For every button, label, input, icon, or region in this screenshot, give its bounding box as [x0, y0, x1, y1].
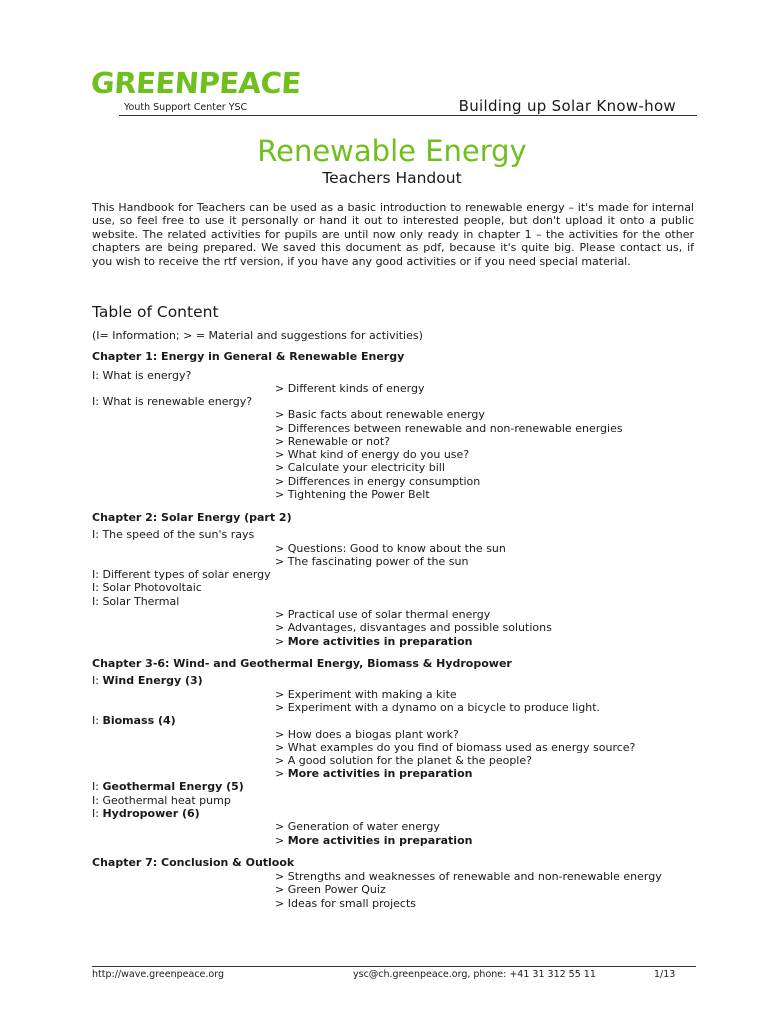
toc-activity-item: > Strengths and weaknesses of renewable and non-renewable energy [275, 870, 662, 883]
footer-url[interactable]: http://wave.greenpeace.org [92, 969, 224, 980]
toc-info-item: I: Biomass (4) [92, 714, 176, 727]
toc-activity-item: > The fascinating power of the sun [275, 555, 469, 568]
footer-rule [92, 966, 696, 967]
toc-legend: (I= Information; > = Material and suggestions for activities) [92, 329, 423, 342]
toc-activity-item: > More activities in preparation [275, 834, 473, 847]
toc-info-item: I: Different types of solar energy [92, 568, 271, 581]
greenpeace-logo: GREENPEACE [89, 66, 302, 100]
toc-info-item: I: What is energy? [92, 369, 192, 382]
toc-info-item: I: What is renewable energy? [92, 395, 253, 408]
header-rule [119, 115, 697, 116]
toc-activity-item: > Differences in energy consumption [275, 475, 481, 488]
toc-info-item: I: Solar Photovoltaic [92, 581, 202, 594]
toc-activity-item: > What kind of energy do you use? [275, 448, 470, 461]
page-number: 1/13 [654, 969, 676, 980]
toc-info-item: I: Wind Energy (3) [92, 674, 203, 687]
toc-info-item: I: Hydropower (6) [92, 807, 200, 820]
toc-activity-item: > More activities in preparation [275, 767, 473, 780]
org-name: Youth Support Center YSC [124, 102, 248, 113]
toc-activity-item: > Advantages, disvantages and possible solutions [275, 621, 552, 634]
toc-info-item: I: Solar Thermal [92, 595, 180, 608]
intro-paragraph: This Handbook for Teachers can be used as a basic introduction to renewable energy – it's made for internal use, so feel free to use it personally or hand it out to interested people, but don't upload it onto a public website. The related activities for pupils are until now only ready in chapter 1 – the activities for the other chapters are being prepared. We saved this document as pdf, because it's quite big. Please contact us, if you wish to receive the rtf version, if you have any good activities or if you need special material. [92, 201, 694, 268]
toc-activity-item: > Generation of water energy [275, 820, 440, 833]
toc-activity-item: > A good solution for the planet & the people? [275, 754, 532, 767]
toc-activity-item: > Experiment with making a kite [275, 688, 457, 701]
toc-activity-item: > Practical use of solar thermal energy [275, 608, 491, 621]
toc-activity-item: > More activities in preparation [275, 635, 473, 648]
toc-chapter-heading: Chapter 3-6: Wind- and Geothermal Energy, Biomass & Hydropower [92, 657, 512, 670]
toc-chapter-heading: Chapter 1: Energy in General & Renewable Energy [92, 350, 405, 363]
toc-chapter-heading: Chapter 2: Solar Energy (part 2) [92, 511, 292, 524]
toc-activity-item: > How does a biogas plant work? [275, 728, 459, 741]
toc-activity-item: > Differences between renewable and non-renewable energies [275, 422, 623, 435]
document-subtitle: Teachers Handout [322, 169, 462, 187]
toc-activity-item: > Experiment with a dynamo on a bicycle to produce light. [275, 701, 601, 714]
toc-activity-item: > Ideas for small projects [275, 897, 417, 910]
toc-activity-item: > Tightening the Power Belt [275, 488, 430, 501]
project-title: Building up Solar Know-how [458, 97, 676, 115]
toc-heading: Table of Content [92, 303, 219, 321]
toc-info-item: I: Geothermal heat pump [92, 794, 231, 807]
toc-chapter-heading: Chapter 7: Conclusion & Outlook [92, 856, 295, 869]
toc-activity-item: > What examples do you find of biomass used as energy source? [275, 741, 636, 754]
toc-activity-item: > Calculate your electricity bill [275, 461, 445, 474]
document-title: Renewable Energy [257, 134, 527, 168]
toc-info-item: I: The speed of the sun's rays [92, 528, 255, 541]
footer-contact: ysc@ch.greenpeace.org, phone: +41 31 312 55 11 [353, 969, 596, 980]
toc-info-item: I: Geothermal Energy (5) [92, 780, 244, 793]
toc-activity-item: > Different kinds of energy [275, 382, 425, 395]
toc-activity-item: > Basic facts about renewable energy [275, 408, 485, 421]
toc-activity-item: > Questions: Good to know about the sun [275, 542, 506, 555]
toc-activity-item: > Green Power Quiz [275, 883, 386, 896]
toc-activity-item: > Renewable or not? [275, 435, 391, 448]
